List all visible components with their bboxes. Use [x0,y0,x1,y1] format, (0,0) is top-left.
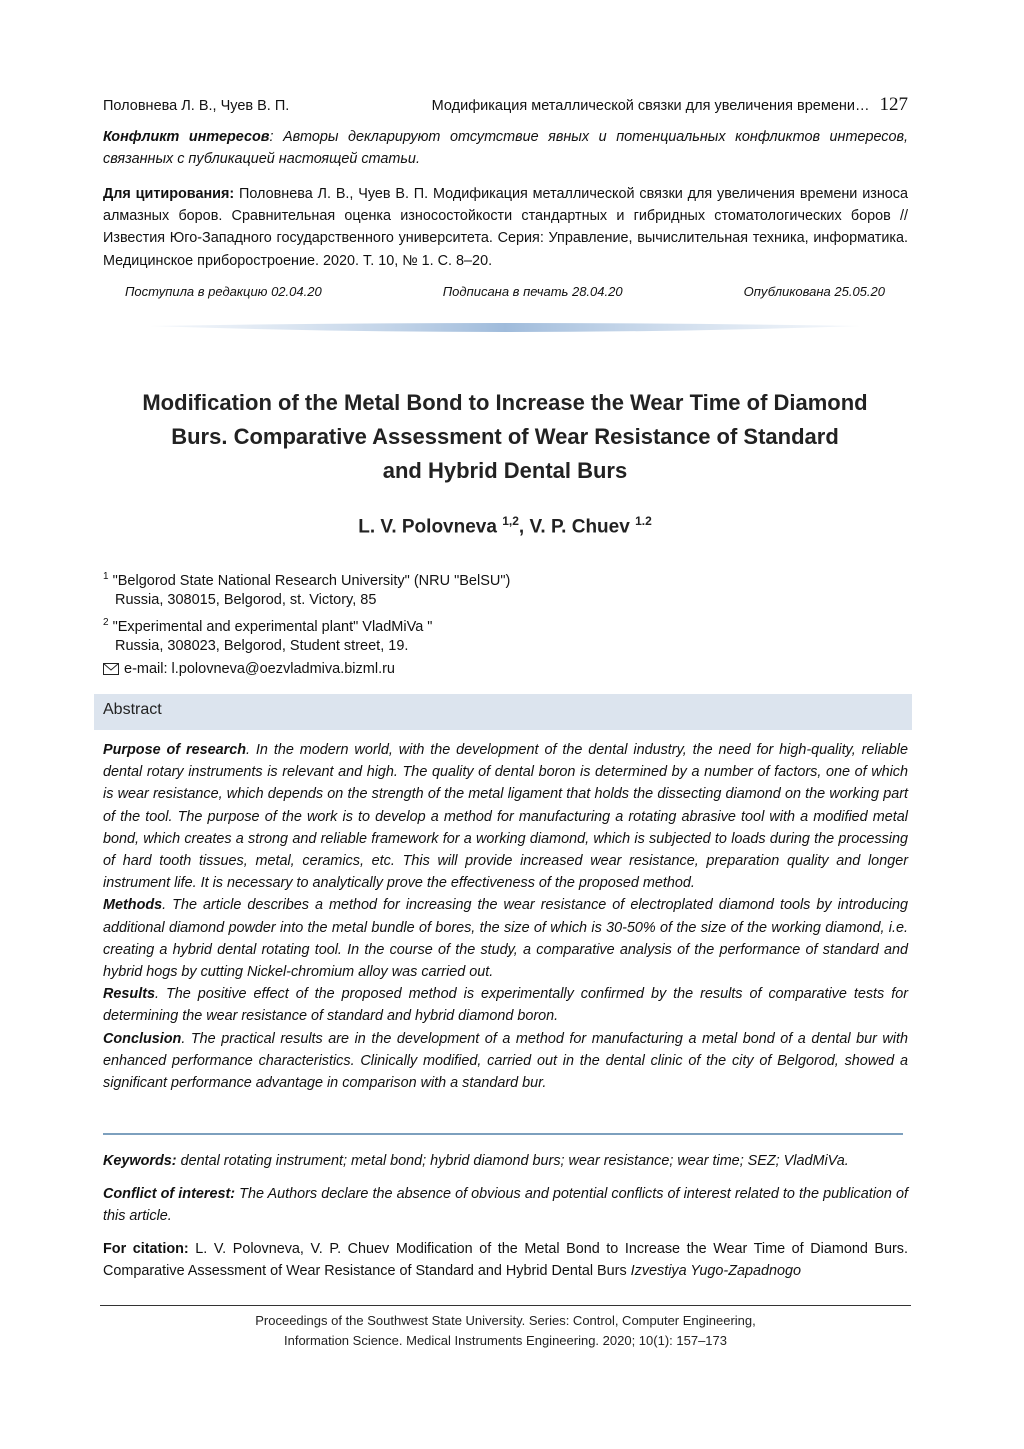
article-title-line: and Hybrid Dental Burs [382,458,628,483]
date-signed: Подписана в печать 28.04.20 [442,284,623,299]
author-separator: , [518,516,530,538]
envelope-icon [103,663,119,675]
publication-dates [125,284,885,299]
section-divider [103,1133,903,1135]
affiliation-number: 2 [103,617,109,628]
author-list [80,514,930,538]
author-name: L. V. Polovneva [358,516,497,538]
author-name: V. P. Chuev [529,516,630,538]
abstract-methods [103,894,908,983]
affiliation [103,613,432,656]
article-title [80,386,930,488]
purpose-label: Purpose of research [103,742,246,758]
ru-conflict-label: Конфликт интересов [103,129,270,145]
citation-text: L. V. Polovneva, V. P. Chuev Modification of the Metal Bond to Increase the Wear Time of Diamond Burs. Comparative Assessment of Wear Resistance of Standard and Hybrid Dental Burs [103,1241,908,1280]
ru-conflict-paragraph [103,126,908,170]
affiliation-number: 1 [103,571,109,582]
ru-citation-paragraph [103,183,908,272]
affiliation [103,567,510,610]
results-label: Results [103,986,155,1003]
citation-label: For citation: [103,1241,189,1257]
purpose-text: . In the modern world, with the development of the dental industry, the need for high-quality, reliable dental rotary instruments is relevant and high. The quality of dental boron is determined by a number of factors, one of which is wear resistance, which depends on the strength of the metal ligament that holds the dissecting diamond on the working part of the tool. The purpose of the work is to develop a method for manufacturing a rotating abrasive tool with a modified metal bond, which creates a strong and reliable framework for a working diamond, which is subjected to loads during the processing of hard tooth tissues, metal, ceramics, etc. This will provide increased wear resistance, preparation quality and longer instrument life. It is necessary to analytically prove the effectiveness of the proposed method. [103,742,908,892]
results-text: . The positive effect of the proposed method is experimentally confirmed by the results of comparative tests for determining the wear resistance of standard and hybrid diamond boron. [103,986,908,1025]
ru-citation-text: Половнева Л. В., Чуев В. П. Модификация металлической связки для увеличения времени износа алмазных боров. Сравнительная оценка износостойкости стандартных и гибридных стоматологических боров // Известия Юго-Западного государственного университета. Серия: Управление, вычислительная техника, информатика. Медицинское приборостроение. 2020. Т. 10, № 1. С. 8–20. [103,186,908,269]
date-published: Опубликована 25.05.20 [743,284,885,299]
page-footer [100,1311,911,1351]
abstract-body [103,739,908,1094]
abstract-purpose [103,739,908,894]
running-header-title: Модификация металлической связки для увеличения времени… [431,98,870,114]
running-header-authors: Половнева Л. В., Чуев В. П. [103,98,290,114]
email-address[interactable]: e-mail: l.polovneva@oezvladmiva.bizml.ru [124,661,395,677]
author-affiliation-mark: 1.2 [635,514,652,528]
citation-paragraph [103,1238,908,1282]
conflict-label: Conflict of interest: [103,1186,236,1202]
decorative-divider [150,318,860,336]
ru-citation-label: Для цитирования: [103,186,235,202]
footer-line: Information Science. Medical Instruments Engineering. 2020; 10(1): 157–173 [284,1333,727,1348]
article-title-line: Modification of the Metal Bond to Increase the Wear Time of Diamond [142,390,868,415]
conflict-paragraph [103,1183,908,1227]
date-received: Поступила в редакцию 02.04.20 [125,284,322,299]
abstract-heading-bar [94,694,912,730]
affiliation-address: Russia, 308023, Belgorod, Student street, 19. [115,637,409,654]
citation-journal: Izvestiya Yugo-Zapadnogo [630,1263,802,1280]
affiliation-name: "Belgorod State National Research University" (NRU "BelSU") [112,572,511,589]
author-affiliation-mark: 1,2 [502,514,519,528]
keywords-paragraph [103,1150,908,1172]
footer-divider [100,1305,911,1306]
conflict-text: The Authors declare the absence of obvious and potential conflicts of interest related to the publication of this article. [103,1186,908,1225]
methods-text: . The article describes a method for increasing the wear resistance of electroplated diamond tools by introducing additional diamond powder into the metal bundle of bores, the size of which is 30-50% of the size of the working diamond, i.e. creating a hybrid dental rotating tool. In the course of the study, a comparative analysis of the performance of standard and hybrid hogs by cutting Nickel-chromium alloy was carried out. [103,897,908,981]
keywords-label: Keywords: [103,1153,177,1169]
ru-conflict-text: : Авторы декларируют отсутствие явных и потенциальных конфликтов интересов, связанных с публикацией настоящей статьи. [103,129,909,168]
page-number: 127 [879,94,908,115]
affiliation-name: "Experimental and experimental plant" VladMiVa " [112,618,433,635]
abstract-results [103,983,908,1027]
article-title-line: Burs. Comparative Assessment of Wear Resistance of Standard [171,424,839,449]
conclusion-label: Conclusion [103,1030,182,1047]
footer-line: Proceedings of the Southwest State University. Series: Control, Computer Engineering, [255,1313,756,1328]
abstract-conclusion [103,1028,908,1095]
contact-email [103,661,395,677]
keywords-text: dental rotating instrument; metal bond; hybrid diamond burs; wear resistance; wear time; SEZ; VladMiVa. [176,1153,849,1169]
abstract-heading: Abstract [103,701,162,718]
running-header [103,94,908,116]
conclusion-text: . The practical results are in the development of a method for manufacturing a metal bond of a dental bur with enhanced performance characteristics. Clinically modified, carried out in the dental clinic of the city of Belgorod, showed a significant performance advantage in comparison with a standard bur. [103,1030,908,1092]
affiliation-address: Russia, 308015, Belgorod, st. Victory, 85 [115,591,377,608]
methods-label: Methods [103,897,163,914]
